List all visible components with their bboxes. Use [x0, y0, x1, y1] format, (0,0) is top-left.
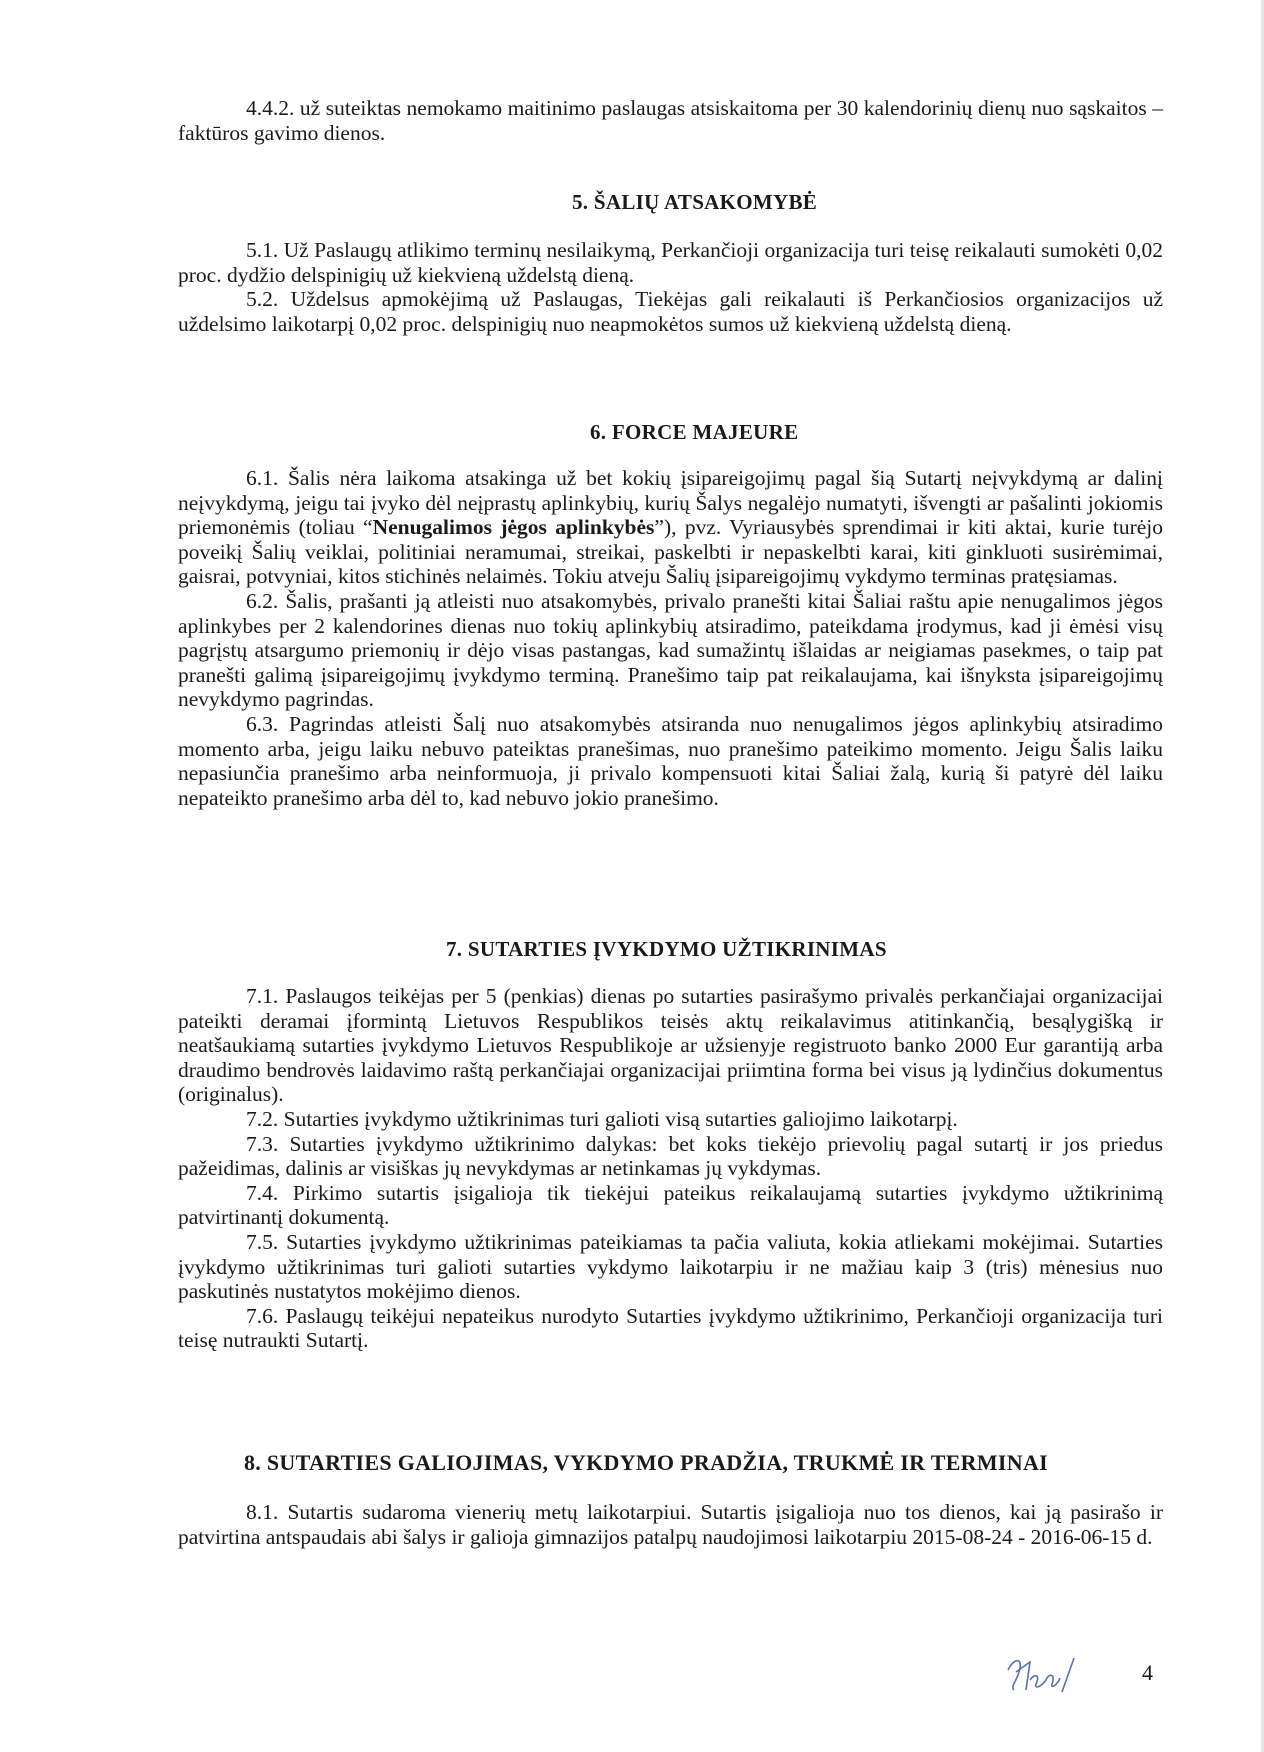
- clause-5-1: 5.1. Už Paslaugų atlikimo terminų nesilaikymą, Perkančioji organizacija turi teisę reikalauti sumokėti 0,02 proc. dydžio delspinigių už kiekvieną uždelstą dieną.: [178, 238, 1163, 287]
- section-8-heading: 8. SUTARTIES GALIOJIMAS, VYKDYMO PRADŽIA, TRUKMĖ IR TERMINAI: [244, 1450, 1049, 1475]
- defined-term: Nenugalimos jėgos aplinkybės: [372, 515, 655, 540]
- paragraph: 4.4.2. už suteiktas nemokamo maitinimo paslaugas atsiskaitoma per 30 kalendorinių dienų nuo sąskaitos – faktūros gavimo dienos.: [178, 96, 1163, 145]
- clause-8-1: 8.1. Sutartis sudaroma vienerių metų laikotarpiui. Sutartis įsigalioja nuo tos dienos, kai ją pasirašo ir patvirtina antspaudais abi šalys ir galioja gimnazijos patalpų naudojimosi laikotarpiu 2015-08-24 - 2016-06-15 d.: [178, 1500, 1163, 1549]
- clause-5-2: 5.2. Uždelsus apmokėjimą už Paslaugas, Tiekėjas gali reikalauti iš Perkančiosios organizacijos už uždelsimo laikotarpį 0,02 proc. delspinigių nuo neapmokėtos sumos už kiekvieną uždelstą dieną.: [178, 287, 1163, 336]
- clause-4-4-2: [178, 96, 1163, 145]
- clause-6-3: 6.3. Pagrindas atleisti Šalį nuo atsakomybės atsiranda nuo nenugalimos jėgos aplinkybių atsiradimo momento arba, jeigu laiku nebuvo pateiktas pranešimas, nuo pranešimo pateikimo momento. Jeigu Šalis laiku nepasiunčia pranešimo arba neinformuoja, ji privalo kompensuoti kitai Šaliai žalą, kurią ši patyrė dėl laiku nepateikto pranešimo arba dėl to, kad nebuvo jokio pranešimo.: [178, 711, 1163, 810]
- section-8: [178, 1500, 1163, 1549]
- signature: [1000, 1650, 1080, 1705]
- section-6: [178, 466, 1163, 810]
- clause-7-6: 7.6. Paslaugų teikėjui nepateikus nurodyto Sutarties įvykdymo užtikrinimo, Perkančioji organizacija turi teisę nutraukti Sutartį.: [178, 1303, 1163, 1353]
- clause-7-3: 7.3. Sutarties įvykdymo užtikrinimo dalykas: bet koks tiekėjo prievolių pagal sutartį ir jos priedus pažeidimas, dalinis ar visiškas jų nevykdymas ar netinkamas jų vykdymas.: [178, 1131, 1163, 1181]
- section-6-heading: 6. FORCE MAJEURE: [590, 420, 799, 444]
- section-5-heading: 5. ŠALIŲ ATSAKOMYBĖ: [572, 190, 818, 214]
- page-number: 4: [1142, 1660, 1153, 1685]
- clause-7-4: 7.4. Pirkimo sutartis įsigalioja tik tiekėjui pateikus reikalaujamą sutarties įvykdymo užtikrinimą patvirtinantį dokumentą.: [178, 1180, 1163, 1230]
- clause-text: ”), pvz. Vyriausybės sprendimai ir kiti aktai, kurie turėjo poveikį Šalių veiklai, politiniai neramumai, streikai, paskelbti ir nepaskelbti karai, kiti ginkluoti susirėmimai, gaisrai, potvyniai, kitos stichinės nelaimės. Tokiu atveju Šalių įsipareigojimų vykdymo terminas pratęsiamas.: [178, 515, 1163, 589]
- section-7: [178, 984, 1163, 1353]
- clause-6-1: [178, 466, 1163, 589]
- clause-7-1: 7.1. Paslaugos teikėjas per 5 (penkias) dienas po sutarties pasirašymo privalės perkančiajai organizacijai pateikti deramai įformintą Lietuvos Respublikos teisės aktų reikalavimus atitinkančią, besąlygišką ir neatšaukiamą sutarties įvykdymo Lietuvos Respublikoje ar užsienyje registruoto banko 2000 Eur garantiją arba draudimo bendrovės laidavimo raštą perkančiajai organizacijai priimtina forma bei visus ją lydinčius dokumentus (originalus).: [178, 984, 1163, 1107]
- section-7-heading: 7. SUTARTIES ĮVYKDYMO UŽTIKRINIMAS: [446, 937, 887, 961]
- clause-7-2: 7.2. Sutarties įvykdymo užtikrinimas turi galioti visą sutarties galiojimo laikotarpį.: [246, 1106, 958, 1131]
- clause-7-5: 7.5. Sutarties įvykdymo užtikrinimas pateikiamas ta pačia valiuta, kokia atliekami mokėjimai. Sutarties įvykdymo užtikrinimas turi galioti sutarties vykdymo laikotarpiu ir ne mažiau kaip 3 (tris) mėnesius nuo paskutinės nustatytos mokėjimo dienos.: [178, 1229, 1163, 1304]
- section-5: [178, 238, 1163, 336]
- clause-text: 6.1. Šalis nėra laikoma atsakinga už bet kokių įsipareigojimų pagal šią Sutartį neįvykdymą ar dalinį neįvykdymą, jeigu tai įvyko dėl neįprastų aplinkybių, kurių Šalys negalėjo numatyti, išvengti ar pašalinti jokiomis priemonėmis (toliau “: [178, 466, 1163, 540]
- clause-6-2: 6.2. Šalis, prašanti ją atleisti nuo atsakomybės, privalo pranešti kitai Šaliai raštu apie nenugalimos jėgos aplinkybes per 2 kalendorines dienas nuo tokių aplinkybių atsiradimo, pateikdama įrodymus, kad ji ėmėsi visų pagrįstų atsargumo priemonių ir dėjo visas pastangas, kad sumažintų išlaidas ar neigiamas pasekmes, o taip pat pranešti galimą įsipareigojimų įvykdymo terminą. Pranešimo taip pat reikalaujama, kai išnyksta įsipareigojimų nevykdymo pagrindas.: [178, 588, 1163, 712]
